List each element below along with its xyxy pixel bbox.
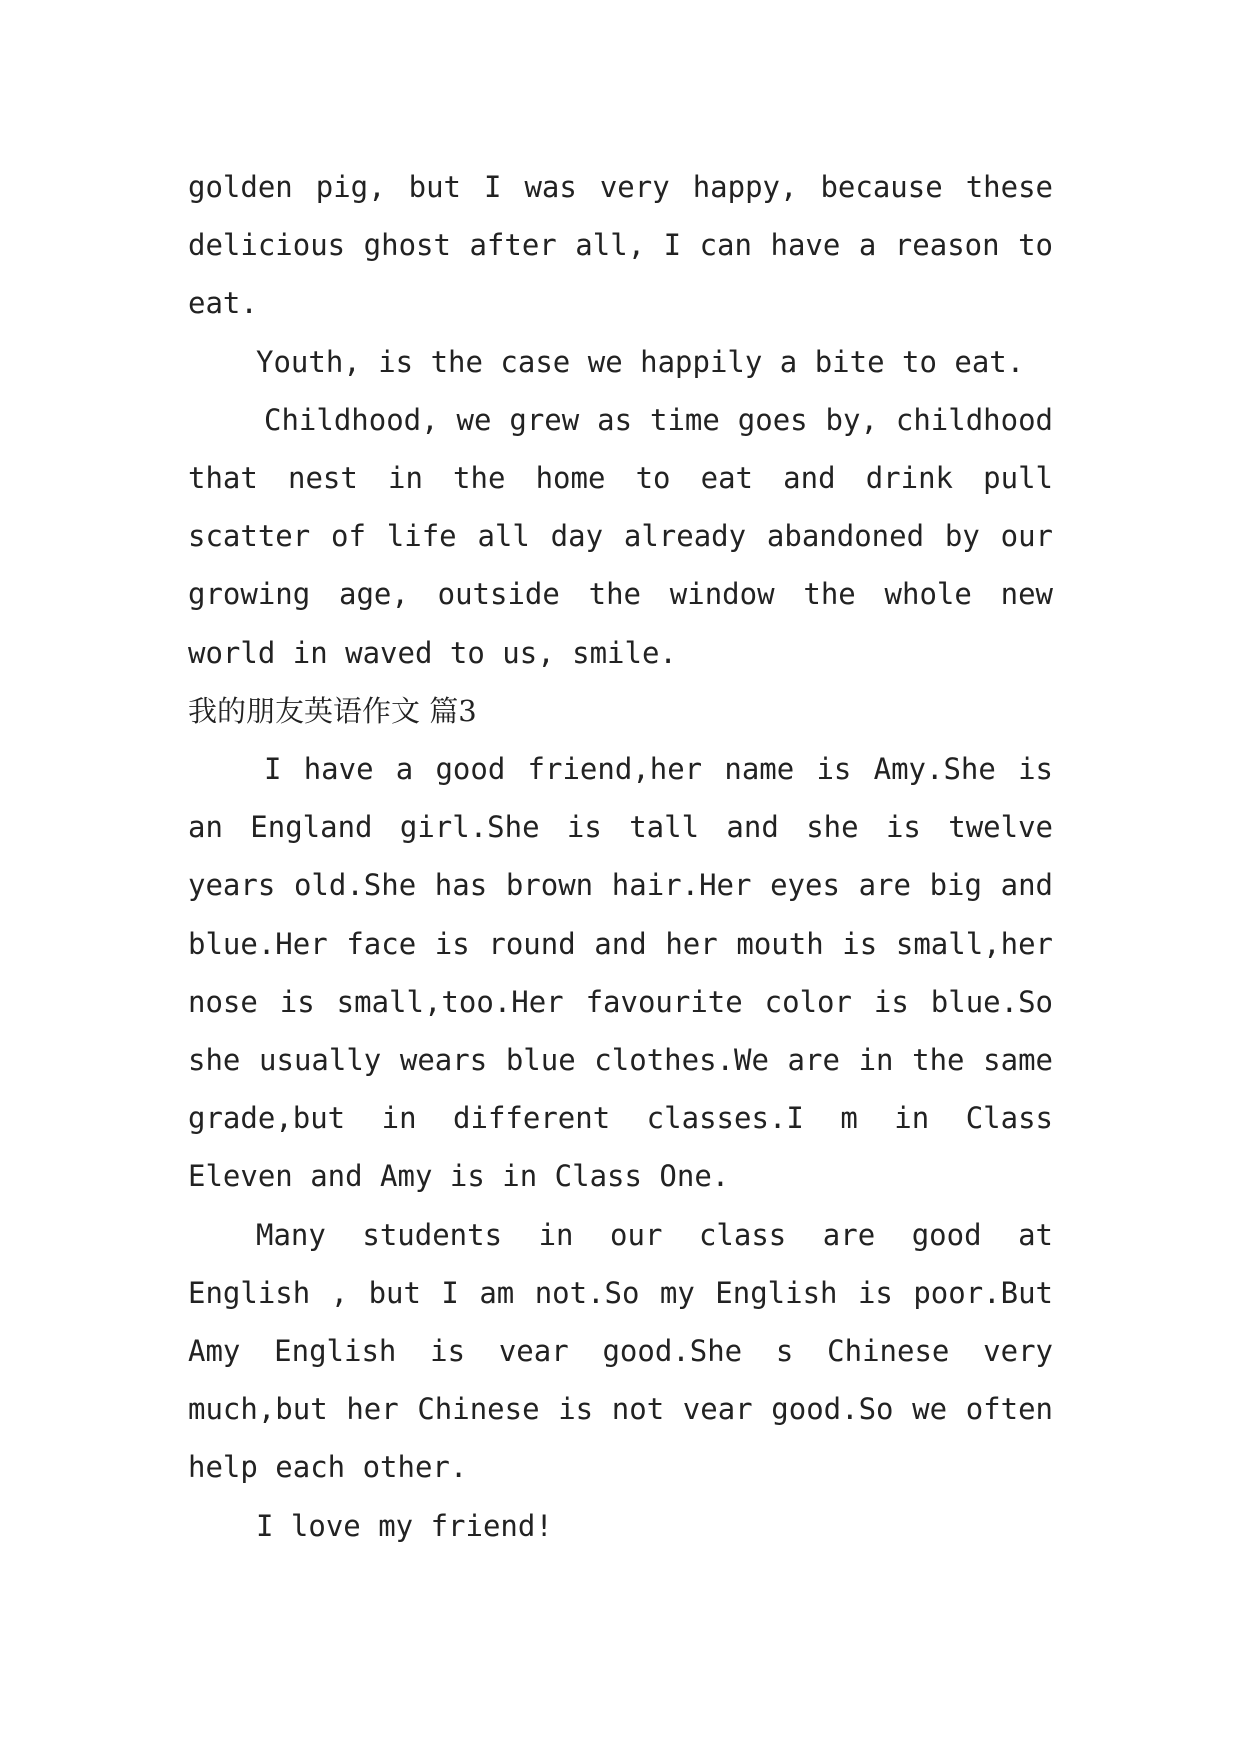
paragraph-love-friend: I love my friend!: [256, 1508, 553, 1543]
section-heading: 我的朋友英语作文 篇3: [188, 693, 477, 728]
paragraph-golden-pig: golden pig, but I was very happy, because these delicious ghost after all, I can have a reason to eat.: [188, 170, 1053, 321]
paragraph-many-students: Many students in our class are good at English , but I am not.So my English is poor.But Amy English is vear good.She s Chinese very much,but her Chinese is not vear good.So we often help each other.: [188, 1217, 1053, 1485]
paragraph-youth: Youth, is the case we happily a bite to eat.: [256, 344, 1025, 379]
paragraph-good-friend: I have a good friend,her name is Amy.She is an England girl.She is tall and she is twelve years old.She has brown hair.Her eyes are big and blue.Her face is round and her mouth is small,her nose is small,too.Her favourite color is blue.So she usually wears blue clothes.We are in the same grade,but in different classes.I m in Class Eleven and Amy is in Class One.: [188, 752, 1053, 1194]
paragraph-childhood: Childhood, we grew as time goes by, childhood that nest in the home to eat and drink pull scatter of life all day already abandoned by our growing age, outside the window the whole new world in waved to us, smile.: [188, 402, 1053, 670]
document-body: [188, 158, 1053, 1555]
